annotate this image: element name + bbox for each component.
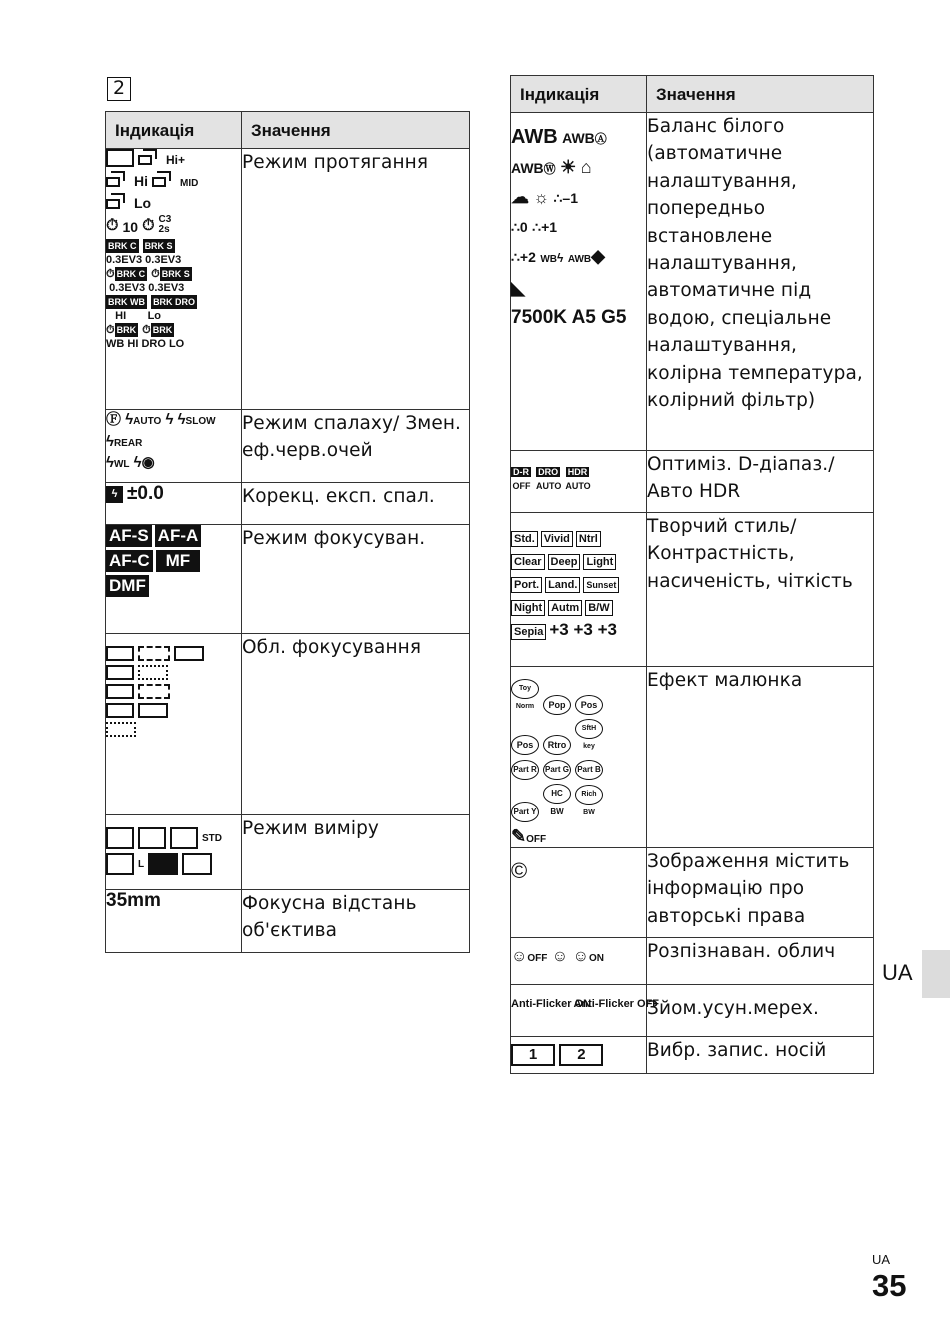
face-label: ON: [588, 953, 604, 964]
drive-mode-icons: [106, 149, 242, 410]
row-meaning: Зйом.усун.мерех.: [647, 985, 874, 1037]
focus-mode-line: [106, 575, 241, 600]
wb-label: 0: [519, 219, 528, 235]
face-on-icon: ☺: [572, 948, 589, 965]
metering-label: STD: [202, 832, 222, 844]
focus-area-row: [106, 722, 241, 737]
metering-icons: [106, 815, 242, 890]
brk-badge: BRK: [116, 325, 137, 336]
zone-tracking-icon: [138, 684, 170, 699]
focus-area-row: [106, 684, 241, 699]
dro-badge: D-R: [513, 466, 529, 477]
af-badge: AF-S: [106, 525, 152, 547]
continuous-shot-icon: [138, 149, 162, 167]
slot-1-icon: 1: [511, 1044, 555, 1066]
flash-comp-icons: [106, 483, 242, 525]
flash-icon-line: [106, 410, 241, 454]
center-area-icon: [174, 646, 204, 661]
face-off-icon: ☺: [511, 948, 528, 965]
side-language-label: UA: [882, 960, 913, 985]
dro-sub: OFF: [512, 481, 531, 491]
copyright-icons: [511, 848, 647, 938]
color-temp-filter-label: 7500K A5 G5: [511, 307, 627, 328]
wide-area-icon: [106, 646, 134, 661]
effect-line: [511, 826, 646, 847]
wb-label: +1: [541, 219, 558, 235]
row-meaning: Режим виміру: [242, 815, 470, 890]
entire-screen-avg-icon: [148, 853, 178, 875]
table-row: [106, 890, 470, 953]
dro-icon-row: [511, 463, 646, 491]
effect-line: [511, 784, 646, 826]
creative-style-line: [511, 619, 646, 643]
flash-comp-icon: ϟ: [106, 486, 123, 503]
dro-badge: DRO: [538, 466, 559, 477]
expand-spot-icon: [138, 665, 168, 680]
effect-line: [511, 759, 646, 784]
multi-metering-icon: [106, 827, 134, 849]
custom-wb-icon: ◣: [511, 278, 525, 298]
daylight-icon: ☀: [560, 157, 577, 177]
row-meaning: Зображення містить інформацію про авторські права: [647, 848, 874, 938]
table-row: [106, 483, 470, 525]
style-badge: Port.: [511, 577, 542, 593]
focus-area-row: [106, 703, 241, 718]
wb-icon-block: [511, 123, 646, 333]
style-badge: B/W: [585, 600, 612, 616]
drive-mode-icon-row: [106, 149, 241, 167]
row-meaning: Творчий стиль/ Контрастність, насиченість, чіткість: [647, 513, 874, 667]
brush-icon: ✎: [511, 826, 527, 846]
effect-badge: Part B: [575, 760, 603, 780]
brk-sub-label: DRO LO: [141, 338, 185, 351]
drive-mode-icon-row: [106, 215, 241, 235]
fluorescent-icon: ∴: [511, 219, 520, 235]
red-eye-icon: ϟ◉: [133, 454, 155, 471]
flash-comp-row: [106, 483, 241, 505]
continuous-shot-icon: [106, 193, 130, 211]
flash-label: WL: [113, 459, 130, 470]
effect-badge: Toy Norm: [511, 679, 539, 699]
table-row: [511, 938, 874, 985]
flexible-spot-tracking-icon: [138, 703, 168, 718]
dro-auto-icon: [536, 463, 561, 491]
brk-sub-label: WB HI: [106, 338, 139, 351]
flash-icon-line: [106, 454, 241, 474]
drive-label: 2s: [158, 224, 170, 235]
brk-badge: BRK S: [161, 269, 190, 280]
anti-flicker-off-label: Anti-Flicker OFF: [573, 998, 660, 1010]
continuous-shot-icon: [152, 171, 176, 189]
af-badge: DMF: [106, 575, 149, 597]
effect-badge: Part Y: [511, 802, 539, 822]
bracket-line: [106, 239, 241, 253]
focus-mode-line: [106, 525, 241, 550]
auto-ambience-icon: Ⓐ: [594, 132, 607, 146]
flash-mode-icons: [106, 410, 242, 483]
fluorescent-icon: ∴: [511, 249, 520, 265]
style-badge: Clear: [511, 554, 545, 570]
white-balance-icons: [511, 113, 647, 451]
wb-label: AWB: [562, 130, 595, 146]
focus-area-icons: [106, 634, 242, 815]
dro-icons: [511, 451, 647, 513]
style-badge: Ntrl: [576, 531, 601, 547]
table-row: [511, 113, 874, 451]
effect-badge: HC BW: [543, 784, 571, 804]
bracket-labels: [106, 239, 241, 351]
drive-label: MID: [180, 178, 199, 189]
dro-off-icon: [511, 463, 532, 491]
focal-length-value: 35mm: [106, 890, 161, 911]
wb-label: WB: [540, 254, 558, 265]
self-timer-icon: ⏱: [106, 217, 119, 234]
table-row: [106, 525, 470, 634]
table-row: [106, 815, 470, 890]
table-row: [511, 513, 874, 667]
flash-label: SLOW: [185, 416, 216, 427]
spot-std-icon: [170, 827, 198, 849]
ev-label: 0.3EV3: [145, 254, 182, 267]
shade-icon: ⌂: [580, 157, 592, 177]
flash-icon: ϟ: [165, 411, 174, 428]
wb-label: AWB: [511, 126, 558, 148]
creative-style-line: [511, 550, 646, 573]
metering-row: [106, 853, 241, 875]
effect-badge: Rich BW: [575, 785, 603, 805]
style-badge: Sepia: [511, 624, 546, 640]
style-badge: Std.: [511, 531, 538, 547]
effect-badge: Pop: [543, 695, 571, 715]
flash-icon: ϟ: [106, 433, 114, 450]
flash-label: AUTO: [133, 416, 162, 427]
continuous-shot-icon: [106, 171, 130, 189]
fluorescent-icon: ∴: [553, 190, 563, 206]
creative-style-line: [511, 596, 646, 619]
header-indication: Індикація: [106, 112, 242, 149]
table-row: [511, 451, 874, 513]
brk-badge: BRK: [152, 325, 173, 336]
hdr-auto-icon: [565, 463, 590, 491]
effect-badge: Part R: [511, 760, 539, 780]
brk-sub-label: HI: [115, 310, 127, 323]
flash-off-icon: Ⓕ: [106, 411, 122, 428]
brk-badge: BRK C: [108, 241, 137, 252]
footer-language: UA: [872, 1252, 891, 1267]
bracket-line: ⏱ BRK C ⏱ BRK S: [106, 268, 190, 281]
focal-length-icons: [106, 890, 242, 953]
effect-badge: Pos: [511, 735, 539, 755]
zone-area-icon: [138, 646, 170, 661]
face-label: OFF: [527, 953, 548, 964]
creative-style-line: [511, 527, 646, 550]
creative-style-icons: [511, 513, 647, 667]
brk-badge: BRK WB: [108, 297, 145, 308]
row-meaning: Вибр. запис. носій: [647, 1037, 874, 1074]
row-meaning: Ефект малюнка: [647, 667, 874, 848]
style-badge: Light: [583, 554, 616, 570]
spot-large-icon: [106, 853, 134, 875]
effect-off-label: OFF: [526, 834, 547, 845]
dro-badge: HDR: [567, 466, 588, 477]
wb-label: +2: [519, 249, 536, 265]
effect-line: [511, 679, 646, 719]
bracket-line: ⏱ BRK ⏱ BRK: [106, 324, 173, 337]
brk-sub-label: Lo: [147, 310, 162, 323]
brk-badge: BRK DRO: [153, 297, 196, 308]
page-number: 35: [872, 1268, 907, 1303]
effect-badge: SftH key: [575, 719, 603, 739]
drive-label: Lo: [134, 195, 152, 211]
bracket-line: [106, 295, 241, 309]
brk-badge: BRK S: [144, 241, 173, 252]
single-shot-icon: [106, 149, 134, 167]
style-values: +3 +3 +3: [549, 620, 617, 639]
flash-icon: ϟ: [125, 411, 134, 428]
effect-line: [511, 719, 646, 759]
right-indicator-table: [510, 75, 874, 1074]
row-meaning: Режим спалаху/ Змен. еф.черв.очей: [242, 410, 470, 483]
row-meaning: Розпізнаван. облич: [647, 938, 874, 985]
af-badge: MF: [156, 550, 201, 572]
wide-area-tracking-icon: [106, 684, 134, 699]
metering-row: [106, 827, 241, 849]
section-number-box: 2: [107, 77, 131, 101]
row-meaning: Обл. фокусування: [242, 634, 470, 815]
metering-label: L: [138, 858, 145, 870]
flexible-spot-icon: [106, 665, 134, 680]
ev-label: 0.3EV3: [106, 254, 143, 267]
self-timer-icon: ⏱: [142, 217, 155, 234]
center-tracking-icon: [106, 703, 134, 718]
cloudy-icon: ☁: [511, 187, 529, 207]
row-meaning: Оптиміз. D-діапаз./ Авто HDR: [647, 451, 874, 513]
drive-mode-icon-row: [106, 171, 241, 189]
flash-comp-value: ±0.0: [127, 483, 164, 504]
slot-2-icon: 2: [559, 1044, 603, 1066]
row-meaning: Корекц. експ. спал.: [242, 483, 470, 525]
style-badge: Autm: [548, 600, 582, 616]
anti-flicker-icons: [511, 985, 660, 1037]
side-language-tab: [922, 950, 950, 998]
row-meaning: Режим протягання: [242, 149, 470, 410]
picture-effect-icons: [511, 667, 647, 848]
bracket-line: [106, 337, 241, 351]
focus-mode-icons: [106, 525, 242, 634]
af-badge: AF-C: [106, 550, 153, 572]
style-badge: Deep: [548, 554, 581, 570]
table-header-row: [511, 76, 874, 113]
table-row: [106, 410, 470, 483]
row-meaning: Режим фокусуван.: [242, 525, 470, 634]
style-badge: Night: [511, 600, 545, 616]
highlight-icon: [182, 853, 212, 875]
dro-sub: AUTO: [565, 481, 591, 491]
ev-label: 0.3EV3: [109, 282, 146, 295]
focus-area-row: [106, 646, 241, 661]
effect-badge: Part G: [543, 760, 571, 780]
left-indicator-table: [105, 111, 470, 953]
focus-mode-line: [106, 550, 241, 575]
media-select-icons: [511, 1037, 647, 1074]
underwater-fish-icon: ◆: [591, 246, 606, 266]
table-row: [511, 985, 874, 1037]
wb-label: AWB: [567, 254, 592, 265]
drive-label: 10: [122, 219, 139, 235]
creative-style-line: [511, 573, 646, 596]
flash-icon: ϟ: [106, 454, 114, 471]
table-row: [511, 1037, 874, 1074]
effect-badge: Rtro: [543, 735, 571, 755]
incandescent-icon: ☼: [533, 188, 550, 207]
bracket-line: [106, 253, 241, 267]
focus-area-row: [106, 665, 241, 680]
style-badge: Sunset: [583, 577, 619, 593]
drive-label: [159, 215, 172, 235]
fluorescent-icon: ∴: [532, 219, 542, 235]
table-row: [511, 848, 874, 938]
white-priority-icon: Ⓦ: [543, 162, 556, 176]
header-indication: Індикація: [511, 76, 647, 113]
copyright-icon: ©: [511, 858, 528, 883]
af-badge: AF-A: [155, 525, 202, 547]
face-detection-icons: [511, 938, 647, 985]
drive-mode-icon-row: [106, 193, 241, 211]
table-row: [106, 149, 470, 410]
table-row: [106, 634, 470, 815]
effect-badge: Pos: [575, 695, 603, 715]
row-meaning: Баланс білого (автоматичне налаштування, попередньо встановлене налаштування, автоматичне під водою, спеціальне налаштування, колірна температура, колірний фільтр): [647, 113, 874, 451]
dro-sub: AUTO: [536, 481, 562, 491]
expand-spot-tracking-icon: [106, 722, 136, 737]
header-meaning: Значення: [242, 112, 470, 149]
flash-label: REAR: [113, 438, 143, 449]
bracket-line: [106, 309, 241, 323]
header-meaning: Значення: [647, 76, 874, 113]
drive-label: C3: [158, 214, 172, 225]
row-meaning: Фокусна відстань об'єктива: [242, 890, 470, 953]
flash-icon: ϟ: [177, 411, 186, 428]
wb-label: –1: [562, 190, 578, 206]
drive-label: Hi: [134, 173, 148, 189]
face-registered-icon: ☺: [551, 948, 569, 965]
anti-flicker-on-label: Anti-Flicker ON: [511, 998, 592, 1010]
ev-label: 0.3EV3: [148, 282, 185, 295]
wb-label: AWB: [511, 160, 544, 176]
bracket-line: [106, 281, 241, 295]
table-row: [511, 667, 874, 848]
style-badge: Vivid: [541, 531, 573, 547]
table-header-row: [106, 112, 470, 149]
flash-wb-icon: ϟ: [557, 251, 564, 265]
brk-badge: BRK C: [116, 269, 146, 280]
center-metering-icon: [138, 827, 166, 849]
style-badge: Land.: [545, 577, 580, 593]
drive-label: Hi+: [166, 153, 186, 167]
